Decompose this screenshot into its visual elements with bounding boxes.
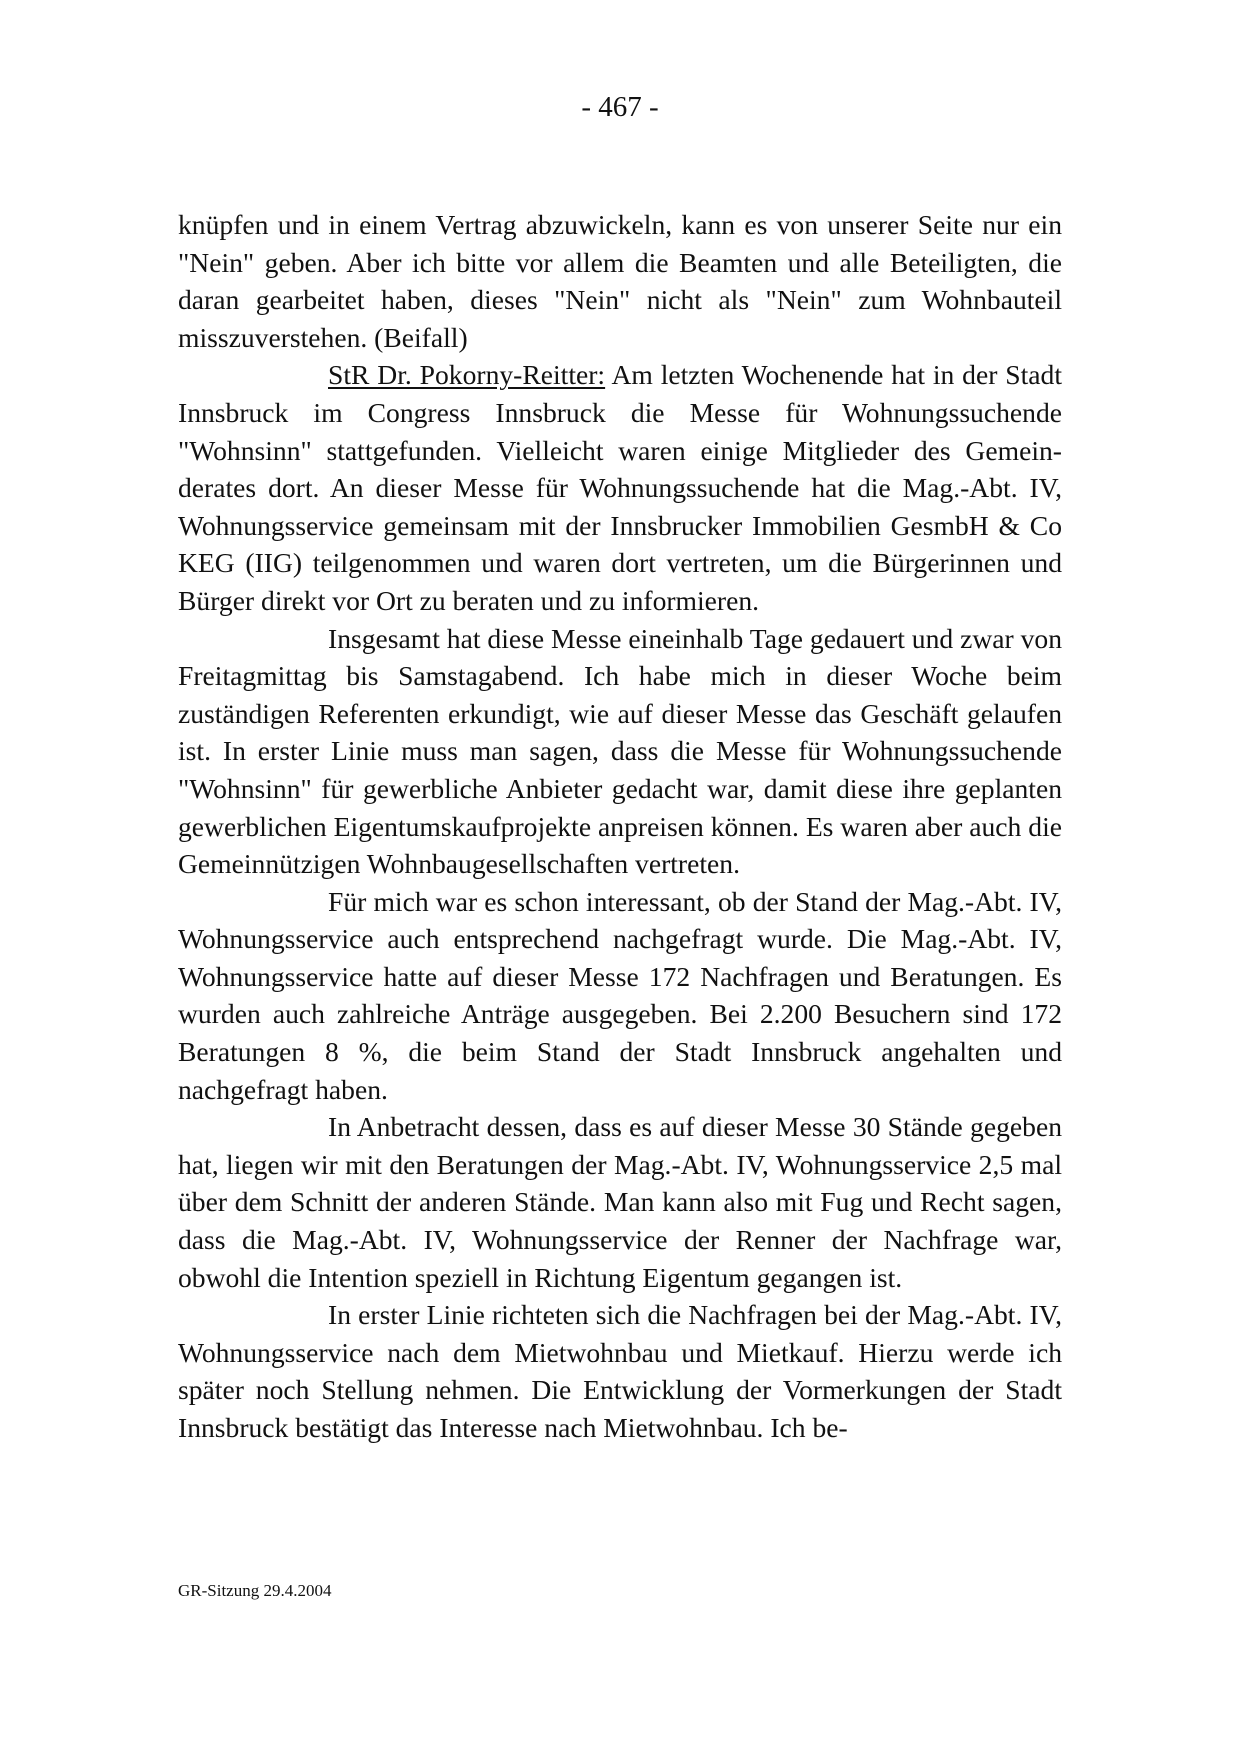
- paragraph: Insgesamt hat diese Messe eineinhalb Tage gedauert und zwar von Freitagmittag bis Samstagabend. Ich habe mich in dieser Woche beim zuständigen Referenten erkundigt, wie auf dieser Messe das Geschäft gelaufen ist. In erster Linie muss man sagen, dass die Messe für Wohnungssuchende "Wohnsinn" für gewerbliche Anbieter gedacht war, damit diese ihre geplanten gewerblichen Eigentumskaufprojekte anpreisen können. Es waren aber auch die Gemeinnützigen Wohnbaugesellschaften vertreten.: [178, 622, 1062, 880]
- footer-session-date: GR-Sitzung 29.4.2004: [178, 1581, 332, 1600]
- speaker-name: StR Dr. Pokorny-Reitter:: [328, 359, 606, 391]
- paragraph: In erster Linie richteten sich die Nachfragen bei der Mag.-Abt. IV, Wohnungsservice nach dem Mietwohnbau und Mietkauf. Hierzu werde ich später noch Stellung nehmen. Die Entwicklung der Vormerkungen der Stadt Innsbruck bestätigt das Interesse nach Mietwohnbau. Ich be-: [178, 1299, 1062, 1443]
- paragraph: In Anbetracht dessen, dass es auf dieser Messe 30 Stände gegeben hat, liegen wir mit den Beratungen der Mag.-Abt. IV, Wohnungsservice 2,5 mal über dem Schnitt der anderen Stände. Man kann also mit Fug und Recht sagen, dass die Mag.-Abt. IV, Wohnungsservice der Renner der Nachfrage war, obwohl die Intention speziell in Richtung Eigentum gegangen ist.: [178, 1111, 1062, 1293]
- page-number: - 467 -: [581, 91, 659, 123]
- paragraph: Für mich war es schon interessant, ob der Stand der Mag.-Abt. IV, Wohnungsservice auch entsprechend nachgefragt wurde. Die Mag.-Abt. IV, Wohnungsservice hatte auf dieser Messe 172 Nachfragen und Beratungen. Es wurden auch zahlreiche Anträge ausgegeben. Bei 2.200 Besuchern sind 172 Beratungen 8 %, die beim Stand der Stadt Innsbruck angehalten und nachgefragt haben.: [178, 885, 1062, 1105]
- document-body: [178, 206, 1062, 1447]
- paragraph: [178, 356, 1062, 619]
- paragraph: knüpfen und in einem Vertrag abzuwickeln, kann es von unserer Seite nur ein "Nein" geben. Aber ich bitte vor allem die Beamten und alle Beteiligten, die daran gearbeitet haben, dieses "Nein" nicht als "Nein" zum Wohnbauteil misszuverstehen. (Beifall): [178, 209, 1062, 353]
- paragraph-text: Am letzten Wochenende hat in der Stadt Innsbruck im Congress Innsbruck die Messe für Wohnungssuchende "Wohnsinn" stattgefunden. Vielleicht waren einige Mitglieder des Gemeinderates dort. An dieser Messe für Wohnungssuchende hat die Mag.-Abt. IV, Wohnungsservice gemeinsam mit der Innsbrucker Immobilien GesmbH & Co KEG (IIG) teilgenommen und waren dort vertreten, um die Bürgerinnen und Bürger direkt vor Ort zu beraten und zu informieren.: [178, 359, 1063, 616]
